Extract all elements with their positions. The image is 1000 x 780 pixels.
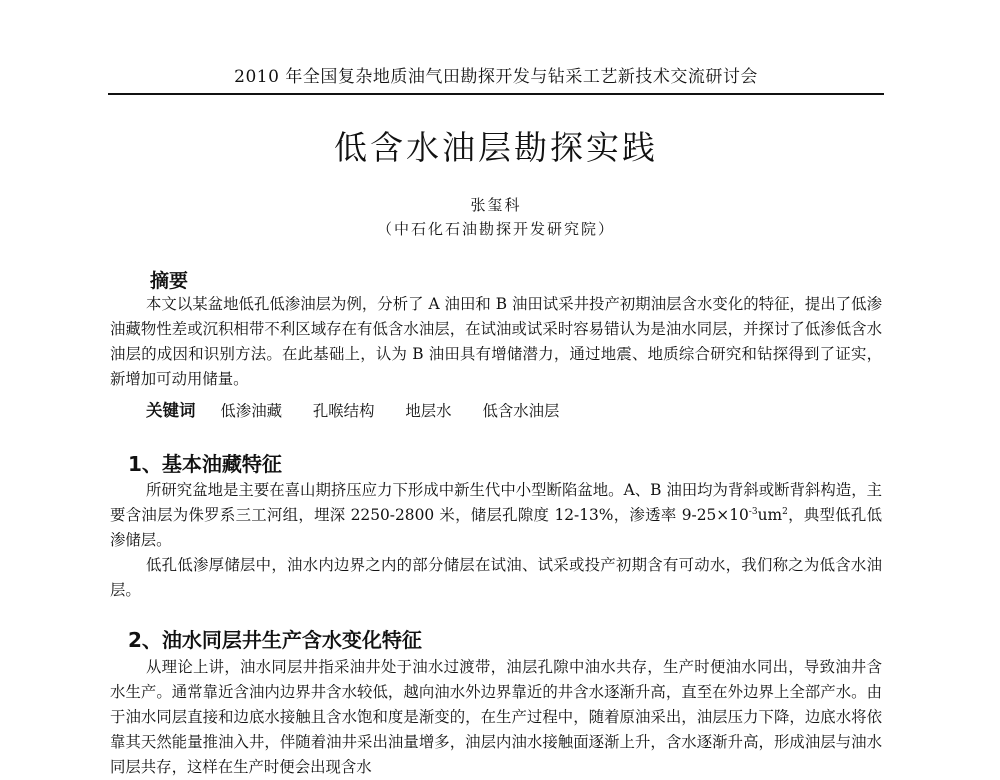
abstract-heading: 摘要 (150, 270, 189, 292)
section-1-paragraph-2: 低孔低渗厚储层中，油水内边界之内的部分储层在试油、试采或投产初期含有可动水，我们称之为低含水油层。 (110, 556, 882, 599)
section-1-heading: 1、基本油藏特征 (128, 452, 282, 476)
section-1-paragraph-1: 所研究盆地是主要在喜山期挤压应力下形成中新生代中小型断陷盆地。A、B 油田均为背斜或断背斜构造，主要含油层为侏罗系三工河组，埋深 2250-2800 米，储层孔隙度 12-13%，渗透率 $9-25\times 10^{-3}um^2$，典型低孔低渗储层。 (110, 481, 882, 549)
author: 张玺科 (470, 196, 522, 214)
section-2-heading: 2、油水同层井生产含水变化特征 (128, 628, 422, 652)
keyword: 低含水油层 (482, 402, 560, 420)
keywords-label: 关键词 (146, 401, 196, 420)
header-rule (108, 93, 884, 95)
paper-title: 低含水油层勘探实践 (334, 128, 658, 167)
affiliation: （中石化石油勘探开发研究院） (376, 220, 615, 238)
keyword: 低渗油藏 (220, 402, 282, 420)
running-header: 2010 年全国复杂地质油气田勘探开发与钻采工艺新技术交流研讨会 (234, 67, 758, 87)
keyword: 地层水 (405, 402, 452, 420)
keywords (146, 398, 585, 424)
abstract-text: 本文以某盆地低孔低渗油层为例，分析了 A 油田和 B 油田试采井投产初期油层含水变化的特征，提出了低渗油藏物性差或沉积相带不利区域存在有低含水油层，在试油或试采时容易错认为是油水同层，并探讨了低渗低含水油层的成因和识别方法。在此基础上，认为 B 油田具有增储潜力，通过地震、地质综合研究和钻探得到了证实，新增加可动用储量。 (110, 295, 882, 388)
keyword: 孔喉结构 (312, 402, 375, 420)
section-2-paragraph-1: 从理论上讲，油水同层井指采油井处于油水过渡带，油层孔隙中油水共存，生产时便油水同出，导致油井含水生产。通常靠近含油内边界井含水较低，越向油水外边界靠近的井含水逐渐升高，直至在外边界上全部产水。由于油水同层直接和边底水接触且含水饱和度是渐变的，在生产过程中，随着原油采出，油层压力下降，边底水将依靠其天然能量推油入井，伴随着油井采出油量增多，油层内油水接触面逐渐上升，含水逐渐升高，形成油层与油水同层共存，这样在生产时便会出现含水 (110, 658, 882, 776)
